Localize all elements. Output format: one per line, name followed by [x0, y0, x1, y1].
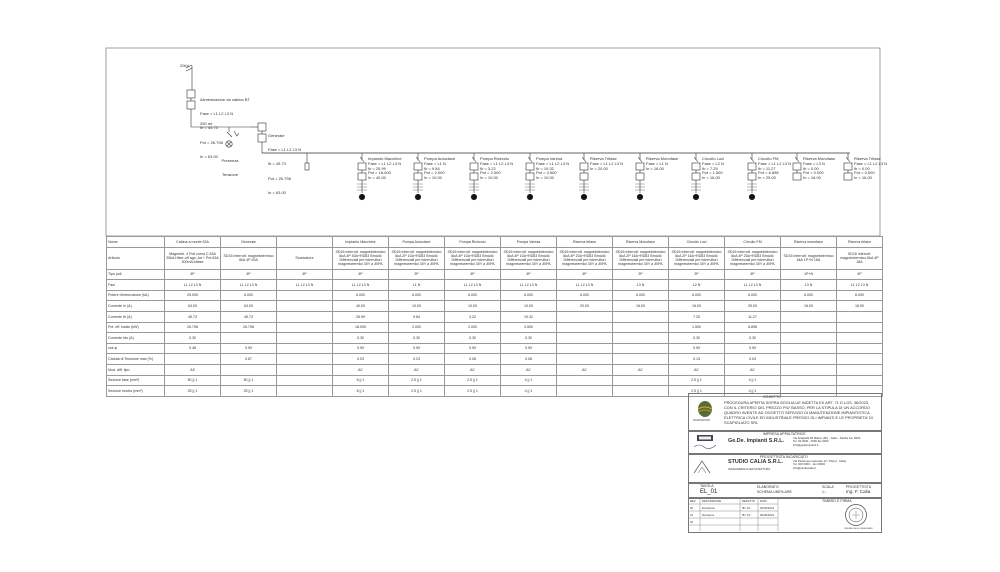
table-cell: 6.000	[669, 290, 725, 301]
main-line: Ib = 45.73	[268, 161, 286, 167]
circuit-param: Ib = 0.00	[854, 165, 870, 171]
table-cell: Pompa Varesa	[501, 237, 557, 248]
table-cell: 2.5 || 1	[445, 375, 501, 386]
table-cell: 3.500	[501, 322, 557, 333]
table-cell: 4P	[501, 269, 557, 280]
table-cell: Scaricatore	[277, 247, 333, 269]
table-cell: 0.30	[333, 333, 389, 344]
table-cell: 0.90	[333, 343, 389, 354]
row-header: Sezione neutro (mm²)	[107, 386, 165, 397]
table-cell: 0.13	[669, 354, 725, 365]
circuit-title: Pompa Varesa	[536, 156, 563, 161]
circuit-param: Pot = 3.500	[536, 170, 557, 176]
table-cell: 0.90	[445, 343, 501, 354]
table-cell: Riserva trifase	[837, 237, 883, 248]
main-line: In = 63.00	[268, 190, 286, 196]
table-cell: 0.30	[725, 333, 781, 344]
table-cell: 16.00	[613, 301, 669, 312]
table-cell: 0.04	[725, 354, 781, 365]
table-cell: L1 N	[389, 280, 445, 291]
circuit-param: Ib = 3.22	[480, 165, 496, 171]
table-cell: 10.00	[445, 301, 501, 312]
circuit-param: Fase = L1 L2 L3 N	[854, 160, 888, 166]
table-cell: 0.48	[165, 343, 221, 354]
table-cell: SD16 interrutt. magnetotermico 6kA 1P+N 16A	[781, 247, 837, 269]
row-header: Pot. eff. totale (kW)	[107, 322, 165, 333]
revision-cell: IB / FC	[742, 513, 751, 517]
circuit-title: Riserva Monofase	[646, 156, 679, 161]
table-cell: 19.32	[501, 311, 557, 322]
row-header: Sezione fase (mm²)	[107, 375, 165, 386]
circuit-param: In = 40.00	[368, 175, 386, 181]
table-cell: 6.000	[501, 290, 557, 301]
table-cell: Pompa Ricircolo	[445, 237, 501, 248]
table-cell: SD16 interrutt. magnetotermico 6kA 4P 40A+RD63 Bmod4 Differenziali per interruttori magnetotermici 30Y a 30PA	[333, 247, 389, 269]
table-cell: AC	[613, 364, 669, 375]
table-cell: Circuito FM	[725, 237, 781, 248]
table-cell: L1 L2 L3 N	[501, 280, 557, 291]
table-cell: 4 || 1	[501, 375, 557, 386]
circuit-title: Circuito FM	[758, 156, 779, 161]
table-cell: 16.00	[781, 301, 837, 312]
table-cell: Magnetot. 4 Poli curva C 63A 25kA Hiker-off ago. Ad + Pot 63A 300mA trifase	[165, 247, 221, 269]
table-cell: SD16 interrutt. magnetotermico 6kA 2P 16A+RD63 Bmod4 Differenziali per interruttori magnetotermici 30Y a 30PA	[613, 247, 669, 269]
row-header: Articolo	[107, 247, 165, 269]
table-cell: 6.000	[613, 290, 669, 301]
progettista-value: Ing. F. Calia	[846, 489, 871, 494]
revision-cell: 00/00/2024	[760, 506, 774, 510]
table-cell: 4P	[221, 269, 277, 280]
table-cell: 0.03	[333, 354, 389, 365]
table-cell: 6.000	[221, 290, 277, 301]
source-label: 20kV	[180, 63, 190, 68]
scala-value: 1:-	[822, 490, 827, 494]
table-cell: AC	[557, 364, 613, 375]
table-cell: 4 || 1	[725, 386, 781, 397]
feeder-line: Fase = L1 L2 L3 N	[200, 110, 234, 116]
table-cell: 25 || 1	[221, 386, 277, 397]
table-cell: 26.99	[333, 311, 389, 322]
professional-stamp	[844, 503, 873, 530]
progettista-label: PROGETTISTA INCARICATO	[760, 455, 808, 459]
table-cell: Generale	[221, 237, 277, 248]
table-cell: AC	[501, 364, 557, 375]
circuit-param: Pot = 6.898	[758, 170, 779, 176]
row-header: Tipo poli	[107, 269, 165, 280]
table-cell: 0.08	[501, 354, 557, 365]
table-cell: SD16 interrutt. magnetotermico 6kA 4P 63A	[221, 247, 277, 269]
table-cell: Cabina a monte 63A	[165, 237, 221, 248]
table-cell: 25 || 1	[165, 386, 221, 397]
table-cell: 0.90	[389, 343, 445, 354]
table-cell: 6.000	[333, 290, 389, 301]
scala-label: SCALA	[822, 485, 834, 489]
table-cell: 50 || 1	[165, 375, 221, 386]
table-cell: 2.5 || 1	[445, 386, 501, 397]
circuit-param: Fase = L1 L2 L3 N	[368, 160, 402, 166]
revision-header: REDATTO	[742, 499, 756, 503]
table-cell: 0.90	[725, 343, 781, 354]
table-cell: AC	[725, 364, 781, 375]
feeder-line: Ib = 45.73	[200, 125, 218, 131]
table-cell: 0.23	[389, 354, 445, 365]
circuit-param: Pot = 18.000	[368, 170, 391, 176]
elaborato-label: ELABORATO	[757, 485, 779, 489]
main-line: Pot = 26.798	[268, 175, 291, 181]
table-cell: 4P	[557, 269, 613, 280]
circuit-title: Circuito Luci	[702, 156, 725, 161]
circuit-param: Fase = L1 N	[424, 160, 446, 166]
oggetto-label: OGGETTO	[763, 395, 781, 399]
studio-address: Via Partenope Casorate 12 / Pisa (I - Italia) Tel. 000 0000 – fax 00000 info@studiocalia.it	[793, 459, 847, 470]
table-cell: L1 L2 L3 N	[165, 280, 221, 291]
row-header: Potere d'interruzione (kA)	[107, 290, 165, 301]
table-cell: 1P+N	[781, 269, 837, 280]
table-cell: 25.00	[725, 301, 781, 312]
table-cell: 4P	[333, 269, 389, 280]
circuit-title: Riserva Monofase	[803, 156, 836, 161]
stamp-text: ORDINE DEGLI INGEGNERI	[844, 528, 873, 530]
row-header: cos φ	[107, 343, 165, 354]
stamp-icon	[844, 503, 868, 527]
table-cell: 0.08	[445, 354, 501, 365]
table-cell: 63.00	[221, 301, 277, 312]
table-cell: 50 || 1	[221, 375, 277, 386]
presence-lamp-title: Presenza	[221, 157, 239, 163]
revision-cell: 00	[690, 506, 694, 510]
table-cell: 20.00	[557, 301, 613, 312]
table-cell: AC	[669, 364, 725, 375]
table-cell: 6.000	[389, 290, 445, 301]
table-cell: 2P	[669, 269, 725, 280]
circuit-param: In = 10.00	[536, 175, 554, 181]
table-cell: 18.000	[333, 322, 389, 333]
table-cell: SD16 interrutt. magnetotermico 6kA 4P 25A+RD63 Bmod4 Differenziali per interruttori magnetotermici 30Y a 30PA	[725, 247, 781, 269]
circuit-param: Ib = 19.32	[536, 165, 554, 171]
table-cell: 9.84	[389, 311, 445, 322]
table-cell: 4P	[837, 269, 883, 280]
circuit-title: Riserva Trifase	[590, 156, 617, 161]
circuit-param: Fase = L2 N	[702, 160, 724, 166]
table-cell: L3 N	[613, 280, 669, 291]
revision-cell: 00/00/2024	[760, 513, 774, 517]
table-cell: 6.000	[725, 290, 781, 301]
table-cell: 16.00	[669, 301, 725, 312]
row-header: Fasi	[107, 280, 165, 291]
table-cell: AC	[389, 364, 445, 375]
revision-cell: 02	[690, 520, 694, 524]
circuit-param: Pot = 0.000	[854, 170, 875, 176]
circuit-title: Impianto Macchine	[368, 156, 402, 161]
table-cell: 2.5 || 1	[389, 386, 445, 397]
table-cell: 2.000	[389, 322, 445, 333]
revision-cell: 01	[690, 513, 694, 517]
table-cell: 10.00	[389, 301, 445, 312]
circuit-param: In = 16.00	[646, 165, 664, 171]
circuit-param: Pot = 2.000	[480, 170, 501, 176]
timbro-label: TIMBRO E FIRMA	[822, 499, 852, 503]
circuit-param: Fase = L1 L2 L3 N	[536, 160, 570, 166]
revision-cell: Revisione	[702, 513, 715, 517]
studio-name: STUDIO CALIA S.R.L.	[728, 459, 783, 465]
feeder-line: Pot = 26.798	[200, 139, 223, 145]
table-cell: L1 L2 L3 N	[277, 280, 333, 291]
table-cell: 6 || 1	[333, 386, 389, 397]
table-cell: 1.500	[669, 322, 725, 333]
revision-header: DATA	[760, 499, 768, 503]
circuit-param: In = 10.00	[424, 175, 442, 181]
circuit-param: In = 16.00	[854, 175, 872, 181]
table-cell: Riserva trifase	[557, 237, 613, 248]
table-cell: AS	[165, 364, 221, 375]
main-line: Fase = L1 L2 L3 N	[268, 146, 302, 152]
table-cell: 4P	[277, 269, 333, 280]
table-cell: L1 L2 L3 N	[221, 280, 277, 291]
circuit-param: Fase = L1 N	[646, 160, 668, 166]
tavola-value: EL_01	[700, 489, 718, 495]
circuit-param: Pot = 0.000	[803, 170, 824, 176]
table-cell: 40.00	[333, 301, 389, 312]
table-cell: 25.000	[165, 290, 221, 301]
table-cell: 10.00	[501, 301, 557, 312]
table-cell: 26.798	[165, 322, 221, 333]
row-header: Corrente Idn (A)	[107, 333, 165, 344]
table-cell: 2.000	[445, 322, 501, 333]
table-cell: 0.30	[445, 333, 501, 344]
table-cell: 7.25	[669, 311, 725, 322]
circuit-title: Pompa Autoclave	[424, 156, 456, 161]
table-cell: 0.90	[221, 343, 277, 354]
table-cell: 6.000	[781, 290, 837, 301]
table-cell: SD16 interrutt. magnetotermico 6kA 2P 16A+RD63 Bmod4 Differenziali per interruttori magnetotermici 30Y a 30PA	[669, 247, 725, 269]
row-header: Corrente Ib (A)	[107, 311, 165, 322]
progettista-col-label: PROGETTISTA	[846, 485, 872, 489]
revision-header: DESCRIZIONE	[702, 499, 722, 503]
table-cell: 63.00	[165, 301, 221, 312]
circuit-param: In = 10.00	[480, 175, 498, 181]
table-cell: Riserva Monofase	[613, 237, 669, 248]
row-header: Nome	[107, 237, 165, 248]
oggetto-text: PROCEDURA APERTA SOPRA SOGLIA UE INDETTA EX ART. 71 D.LGS. 36/2023, CON IL CRITERIO DEL PREZZO PIU' BASSO, PER LA STIPULA DI UN ACCORDO QUADRO AVENTE AD OGGETTO SERVIZIO DI MANUTENZIONE IMPIANTISTICA ELETTRICA CIVILE ED INDUSTRIALE PRESSO GLI IMPIANTI E LE PROPRIETA' DI SCAPIGLIATO SRL	[724, 400, 873, 425]
table-cell: SD16 interrutt. magnetotermico 6kA 4P 10A+RD63 Bmod4 Differenziali per interruttori magnetotermici 30Y a 30PA	[501, 247, 557, 269]
circuit-param: Ib = 11.27	[758, 165, 776, 171]
circuit-param: Ib = 0.00	[803, 165, 819, 171]
table-cell: AC	[333, 364, 389, 375]
circuit-title: Riserva Trifase	[854, 156, 881, 161]
table-cell: 0.30	[165, 333, 221, 344]
circuit-param: Fase = L3 N	[803, 160, 825, 166]
table-cell: 4 || 1	[501, 386, 557, 397]
impresa-name: Ge.De. Impianti S.R.L.	[728, 438, 785, 444]
feeder-line: In = 63.00	[200, 154, 218, 160]
table-cell: 0.30	[501, 333, 557, 344]
table-cell: 3.22	[445, 311, 501, 322]
table-cell: SD16 interrutt. magnetotermico 6kA 4P 20A+RD63 Bmod4 Differenziali per interruttori magnetotermici 30Y a 30PA	[557, 247, 613, 269]
table-cell: 0.87	[221, 354, 277, 365]
table-cell: SD16 interrutt. magnetotermico 6kA 4P 16A	[837, 247, 883, 269]
table-cell: 16.00	[837, 301, 883, 312]
revision-cell: Emissione	[702, 506, 715, 510]
client-logo-caption: SCAPIGLIATO	[693, 419, 711, 422]
table-cell: SD16 interrutt. magnetotermico 6kA 4P 10A+RD63 Bmod4 Differenziali per interruttori magnetotermici 30Y a 30PA	[445, 247, 501, 269]
main-title: Generale	[268, 132, 285, 138]
circuit-param: In = 16.00	[702, 175, 720, 181]
elaborato-value: SCHEMA UNIFILARE	[757, 490, 792, 494]
table-cell: SD16 interrutt. magnetotermico 6kA 2P 10A+RD63 Bmod4 Differenziali per interruttori magnetotermici 30Y a 30PA	[389, 247, 445, 269]
table-cell: L1 L2 L3 N	[557, 280, 613, 291]
table-cell: L1 L2 L3 N	[837, 280, 883, 291]
table-cell: 45.73	[221, 311, 277, 322]
table-cell: L1 L2 L3 N	[725, 280, 781, 291]
revision-header: REV	[690, 499, 696, 503]
table-cell: Circuito Luci	[669, 237, 725, 248]
table-cell: L2 N	[669, 280, 725, 291]
table-cell: L1 L2 L3 N	[445, 280, 501, 291]
table-cell: 11.27	[725, 311, 781, 322]
table-cell: 0.30	[669, 333, 725, 344]
table-cell: Impianto Macchine	[333, 237, 389, 248]
table-cell: 26.798	[221, 322, 277, 333]
table-cell: 6.000	[557, 290, 613, 301]
circuit-param: Fase = L1 L2 L3 N	[590, 160, 624, 166]
table-cell: 6.000	[445, 290, 501, 301]
circuit-param: Ib = 25.99	[368, 165, 386, 171]
table-cell: 4P	[445, 269, 501, 280]
table-cell: Riserva monofase	[781, 237, 837, 248]
table-cell: 6.898	[725, 322, 781, 333]
row-header: Corrente In (A)	[107, 301, 165, 312]
table-cell: 4 || 1	[725, 375, 781, 386]
impresa-address: Via Scalpella 65 Milano (MI) – Italia – Partita Iva: 0000 Tel. 02.0000 - 0000 fax 0000 info@gedeimpianti.it	[793, 436, 861, 447]
table-cell: 0.90	[501, 343, 557, 354]
table-cell: 6 || 1	[333, 375, 389, 386]
presence-lamp-subtitle: Tensione	[221, 171, 238, 177]
revision-cell: IB / FC	[742, 506, 751, 510]
table-cell: 2.5 || 1	[669, 375, 725, 386]
table-cell: 2P	[389, 269, 445, 280]
table-cell: 0.30	[389, 333, 445, 344]
tavola-label: TAVOLA	[700, 484, 714, 488]
row-header: Caduta di Tensione max (%)	[107, 354, 165, 365]
table-cell: 0.90	[669, 343, 725, 354]
circuit-param: Fase = L1 L2 L3 N	[758, 160, 792, 166]
table-cell: 4P	[165, 269, 221, 280]
circuit-param: Ib = 9.84	[424, 165, 440, 171]
circuit-param: Ib = 7.25	[702, 165, 718, 171]
circuit-param: In = 20.00	[590, 165, 608, 171]
table-cell: 45.73	[165, 311, 221, 322]
table-cell: L3 N	[781, 280, 837, 291]
table-cell: 2.5 || 1	[389, 375, 445, 386]
table-cell: 6.000	[837, 290, 883, 301]
table-cell: 4P	[725, 269, 781, 280]
feeder-title: Alimentazione da cabina BT	[200, 96, 250, 102]
impresa-label: IMPRESA APPALTATRICE	[763, 432, 806, 436]
circuit-param: In = 25.00	[758, 175, 776, 181]
circuit-param: In = 16.00	[803, 175, 821, 181]
studio-subtitle: INGEGNERIA & ARCHITETTURA	[728, 467, 771, 471]
circuit-param: Pot = 2.000	[424, 170, 445, 176]
cable-length: 250 mt	[200, 121, 213, 126]
circuit-title: Pompa Ricircolo	[480, 156, 510, 161]
circuit-param: Fase = L1 L2 L3 N	[480, 160, 514, 166]
table-cell: L1 L2 L3 N	[333, 280, 389, 291]
circuit-param: Pot = 1.500	[702, 170, 723, 176]
row-header: Mod. diff. tipo	[107, 364, 165, 375]
table-cell: 2P	[613, 269, 669, 280]
table-cell: AC	[445, 364, 501, 375]
table-cell: 2.5 || 1	[669, 386, 725, 397]
table-cell: Pompa Autoclave	[389, 237, 445, 248]
